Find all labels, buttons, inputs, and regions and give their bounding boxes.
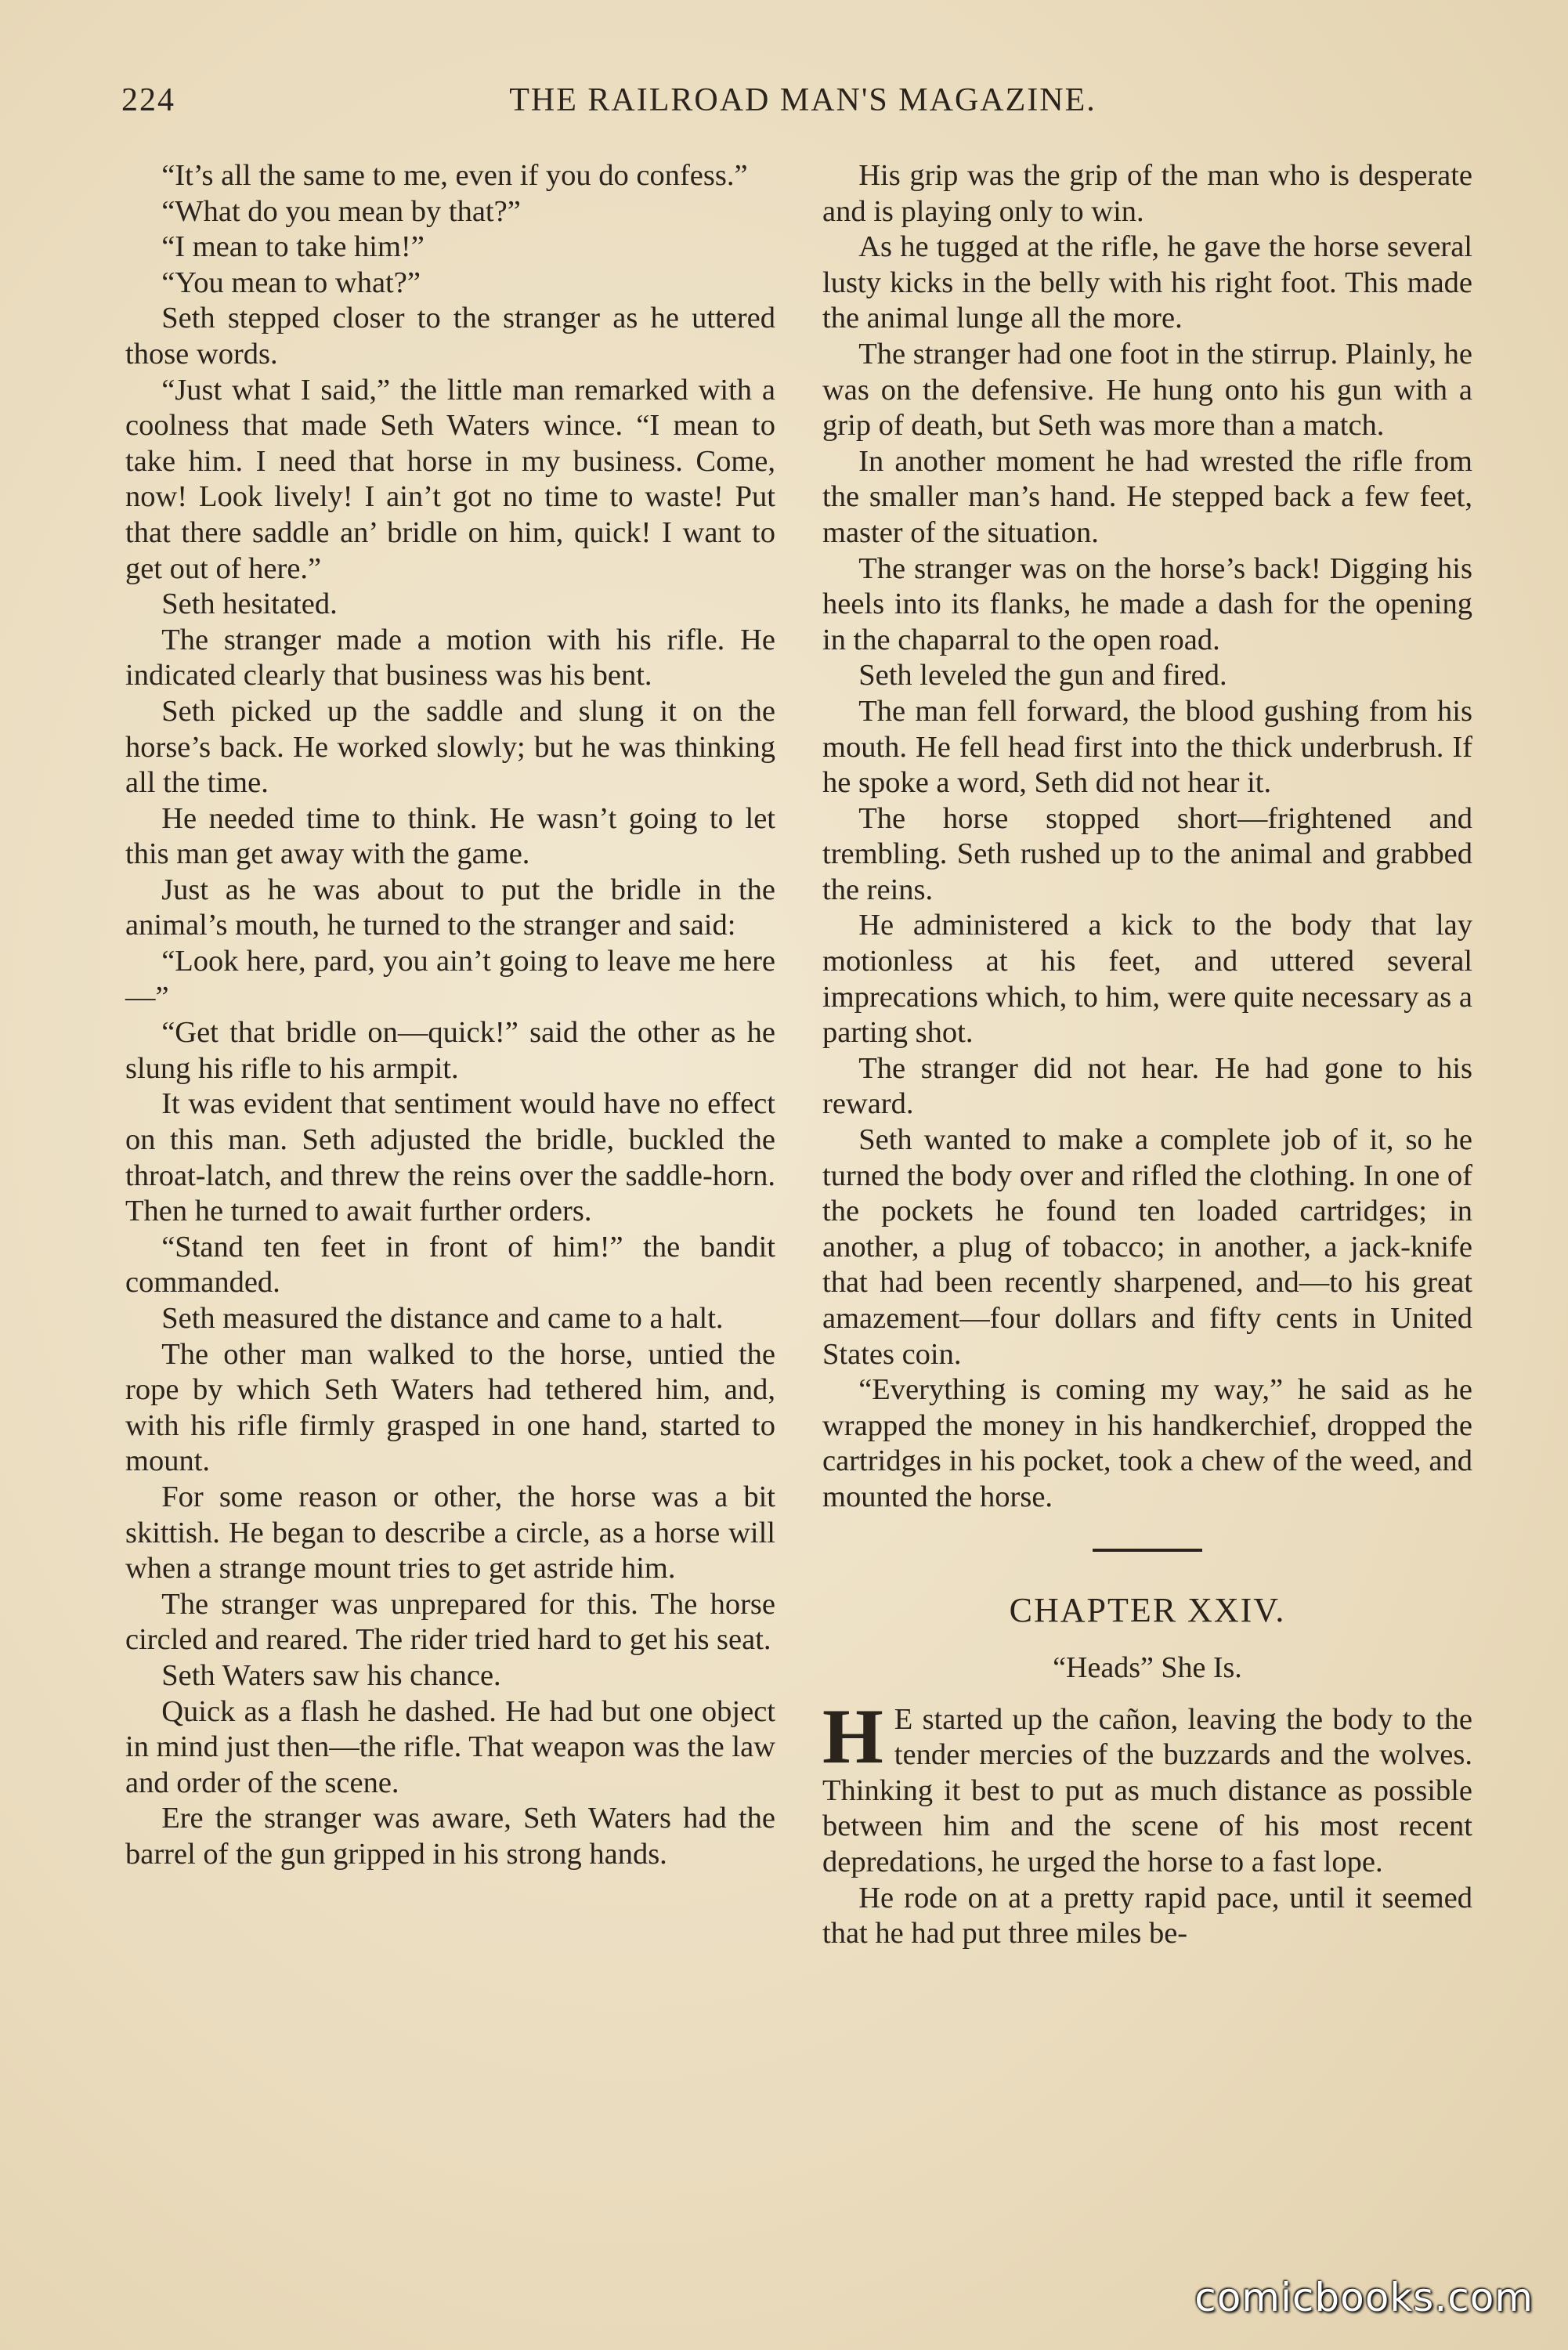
paragraph: In another moment he had wrested the rifle from the smaller man’s hand. He stepped back a few feet, master of the situation. — [822, 444, 1472, 549]
page-header — [121, 81, 1484, 128]
paragraph: The stranger made a motion with his rifle. He indicated clearly that business was his bent. — [125, 623, 775, 692]
paragraph: Seth stepped closer to the stranger as he uttered those words. — [125, 302, 775, 371]
paragraph: The stranger was on the horse’s back! Digging his heels into its flanks, he made a dash for the opening in the chaparral to the open road. — [822, 551, 1472, 656]
paragraph: It was evident that sentiment would have no effect on this man. Seth adjusted the bridle, buckled the throat-latch, and threw the reins over the saddle-horn. Then he turned to await further orders. — [125, 1087, 775, 1228]
paragraph: The stranger had one foot in the stirrup. Plainly, he was on the defensive. He hung onto his gun with a grip of death, but Seth was more than a match. — [822, 337, 1472, 443]
paragraph: He needed time to think. He wasn’t going to let this man get away with the game. — [125, 801, 775, 871]
chapter-title: CHAPTER XXIV. — [1009, 1590, 1286, 1629]
paragraph: Just as he was about to put the bridle in the animal’s mouth, he turned to the stranger and said: — [125, 873, 775, 942]
paragraph: “You mean to what?” — [161, 266, 421, 299]
paragraph: For some reason or other, the horse was a bit skittish. He began to describe a circle, as a horse will when a strange mount tries to get astride him. — [125, 1480, 775, 1585]
paragraph: Seth measured the distance and came to a halt. — [161, 1302, 724, 1335]
paragraph: “It’s all the same to me, even if you do confess.” — [161, 159, 748, 192]
paragraph: The other man walked to the horse, untied the rope by which Seth Waters had tethered him, and, with his rifle firmly grasped in one hand, started to mount. — [125, 1337, 775, 1478]
paragraph: Seth picked up the saddle and slung it on the horse’s back. He worked slowly; but he was thinking all the time. — [125, 694, 775, 800]
paragraph: Seth wanted to make a complete job of it, so he turned the body over and rifled the clothing. In one of the pockets he found ten loaded cartridges; in another, a plug of tobacco; in another, a jack-knife that had been recently sharpened, and—to his great amazement—four dollars and fifty cents in United States coin. — [822, 1123, 1472, 1371]
paragraph: He rode on at a pretty rapid pace, until it seemed that he had put three miles be- — [822, 1881, 1472, 1950]
paragraph: Seth Waters saw his chance. — [161, 1658, 501, 1692]
paragraph: “I mean to take him!” — [161, 230, 425, 264]
paragraph: “Look here, pard, you ain’t going to leave me here—” — [125, 945, 775, 1014]
paragraph: “Everything is coming my way,” he said as he wrapped the money in his handkerchief, dropped the cartridges in his pocket, took a chew of the weed, and mounted the horse. — [822, 1373, 1472, 1513]
paragraph-text: E started up the cañon, leaving the body to the tender mercies of the buzzards and the wolves. Thinking it best to put as much distance as possible between him and the scene of his most recent depredations, he urged the horse to a fast lope. — [822, 1702, 1472, 1878]
section-divider — [1093, 1549, 1202, 1552]
left-column — [125, 158, 775, 1873]
paragraph: Seth hesitated. — [161, 588, 338, 621]
paragraph: The stranger did not hear. He had gone to his reward. — [822, 1051, 1472, 1121]
paragraph: Quick as a flash he dashed. He had but one object in mind just then—the rifle. That weapon was the law and order of the scene. — [125, 1694, 775, 1799]
right-column — [822, 158, 1472, 1952]
paragraph: He administered a kick to the body that lay motionless at his feet, and uttered several imprecations which, to him, were quite necessary as a parting shot. — [822, 909, 1472, 1050]
drop-cap: H — [822, 1692, 883, 1780]
paragraph: The man fell forward, the blood gushing from his mouth. He fell head first into the thick underbrush. If he spoke a word, Seth did not hear it. — [822, 694, 1472, 800]
chapter-first-paragraph — [822, 1692, 1472, 1881]
page-number: 224 — [121, 82, 175, 118]
paragraph: The horse stopped short—frightened and trembling. Seth rushed up to the animal and grabbed the reins. — [822, 801, 1472, 906]
watermark: comicbooks.com — [1194, 2275, 1534, 2320]
paragraph: Seth leveled the gun and fired. — [858, 659, 1227, 692]
running-title: THE RAILROAD MAN'S MAGAZINE. — [509, 82, 1097, 118]
paragraph: As he tugged at the rifle, he gave the horse several lusty kicks in the belly with his right foot. This made the animal lunge all the more. — [822, 230, 1472, 335]
paragraph: “Get that bridle on—quick!” said the other as he slung his rifle to his armpit. — [125, 1016, 775, 1085]
paragraph: “Just what I said,” the little man remarked with a coolness that made Seth Waters wince. “I mean to take him. I need that horse in my business. Come, now! Look lively! I ain’t got no time to waste! Put that there saddle an’ bridle on him, quick! I want to get out of here.” — [125, 373, 775, 585]
paragraph: “Stand ten feet in front of him!” the bandit commanded. — [125, 1230, 775, 1300]
paragraph: “What do you mean by that?” — [161, 194, 521, 228]
paragraph: The stranger was unprepared for this. The horse circled and reared. The rider tried hard to get his seat. — [125, 1587, 775, 1657]
chapter-subtitle: “Heads” She Is. — [1053, 1650, 1242, 1684]
paragraph: His grip was the grip of the man who is desperate and is playing only to win. — [822, 159, 1472, 228]
paragraph: Ere the stranger was aware, Seth Waters had the barrel of the gun gripped in his strong hands. — [125, 1802, 775, 1871]
